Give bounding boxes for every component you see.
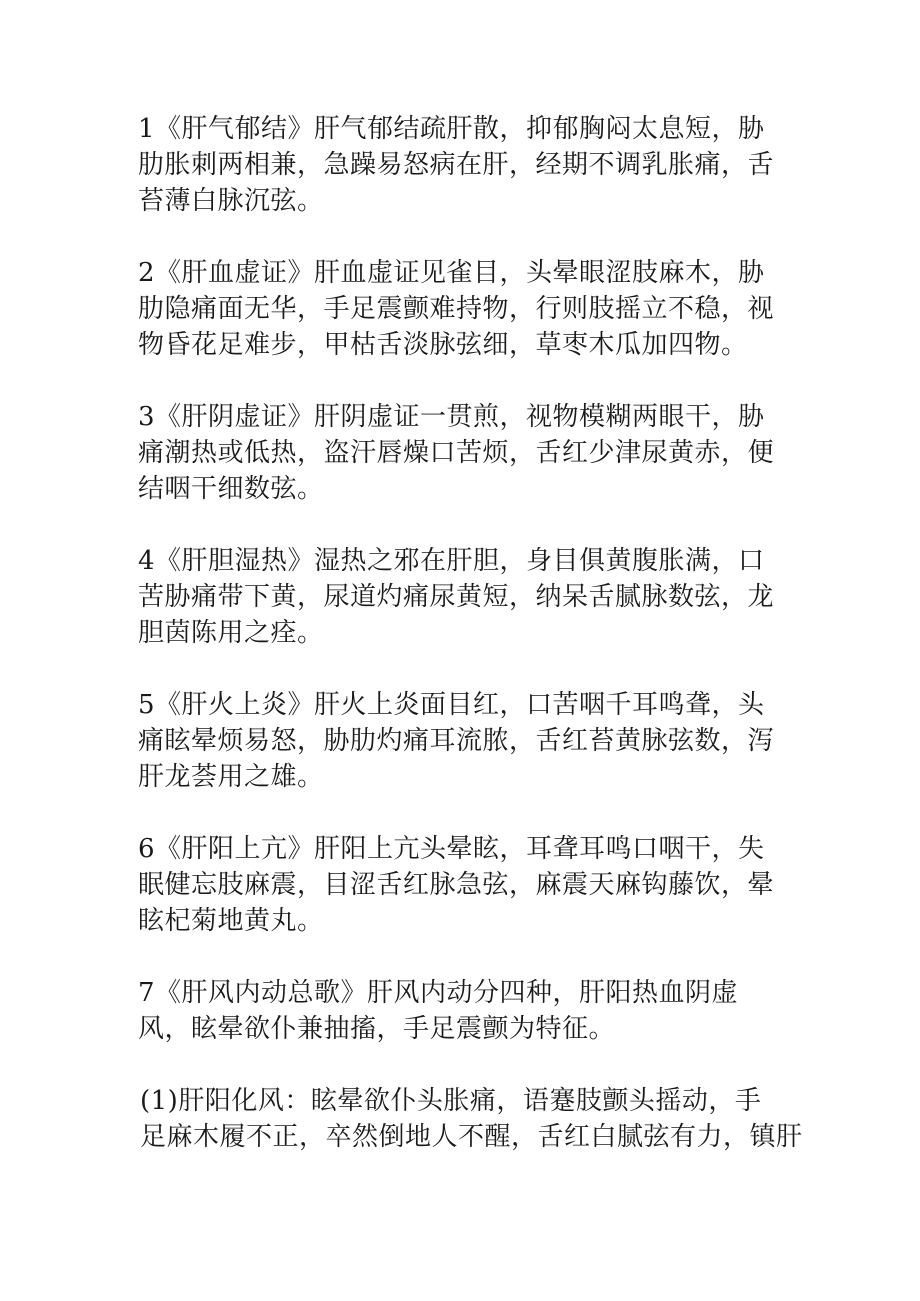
text-line: 2《肝血虚证》肝血虚证见雀目，头晕眼涩肢麻木，胁 [138, 258, 765, 288]
text-line: 眩杞菊地黄丸。 [138, 906, 324, 936]
text-line: 苦胁痛带下黄，尿道灼痛尿黄短，纳呆舌腻脉数弦，龙 [138, 582, 775, 612]
paragraph-liver-yin-deficiency [138, 399, 778, 507]
text-line: 肝龙荟用之雄。 [138, 762, 324, 792]
text-line: 足麻木履不正，卒然倒地人不醒，舌红白腻弦有力，镇肝 [140, 1122, 803, 1152]
text-line: 痛眩晕烦易怒，胁肋灼痛耳流脓，舌红苔黄脉弦数，泻 [138, 726, 775, 756]
text-line: 肋胀刺两相兼，急躁易怒病在肝，经期不调乳胀痛，舌 [138, 150, 775, 180]
paragraph-liver-wind-summary [138, 975, 778, 1047]
text-line: 眠健忘肢麻震，目涩舌红脉急弦，麻震天麻钩藤饮，晕 [138, 870, 775, 900]
text-line: 3《肝阴虚证》肝阴虚证一贯煎，视物模糊两眼干，胁 [138, 402, 765, 432]
text-line: 7《肝风内动总歌》肝风内动分四种，肝阳热血阴虚 [138, 978, 739, 1008]
text-line: 物昏花足难步，甲枯舌淡脉弦细，草枣木瓜加四物。 [138, 330, 748, 360]
text-line: 6《肝阳上亢》肝阳上亢头晕眩，耳聋耳鸣口咽干，失 [138, 834, 765, 864]
paragraph-liver-fire [138, 687, 778, 795]
text-line: (1)肝阳化风：眩晕欲仆头胀痛，语蹇肢颤头摇动，手 [140, 1086, 762, 1116]
text-line: 4《肝胆湿热》湿热之邪在肝胆，身目俱黄腹胀满，口 [138, 546, 765, 576]
text-line: 胆茵陈用之痊。 [138, 618, 324, 648]
paragraph-liver-yang-transforming-wind [140, 1083, 803, 1155]
paragraph-liver-yang-hyperactivity [138, 831, 778, 939]
text-line: 1《肝气郁结》肝气郁结疏肝散，抑郁胸闷太息短，胁 [138, 114, 765, 144]
paragraph-liver-qi-stagnation [138, 111, 778, 219]
text-line: 痛潮热或低热，盗汗唇燥口苦烦，舌红少津尿黄赤，便 [138, 438, 775, 468]
text-line: 风，眩晕欲仆兼抽搐，手足震颤为特征。 [138, 1014, 616, 1044]
text-line: 结咽干细数弦。 [138, 474, 324, 504]
text-line: 肋隐痛面无华，手足震颤难持物，行则肢摇立不稳，视 [138, 294, 775, 324]
paragraph-liver-gallbladder-damp-heat [138, 543, 778, 651]
paragraph-liver-blood-deficiency [138, 255, 778, 363]
text-line: 苔薄白脉沉弦。 [138, 186, 324, 216]
text-line: 5《肝火上炎》肝火上炎面目红，口苦咽千耳鸣聋，头 [138, 690, 765, 720]
